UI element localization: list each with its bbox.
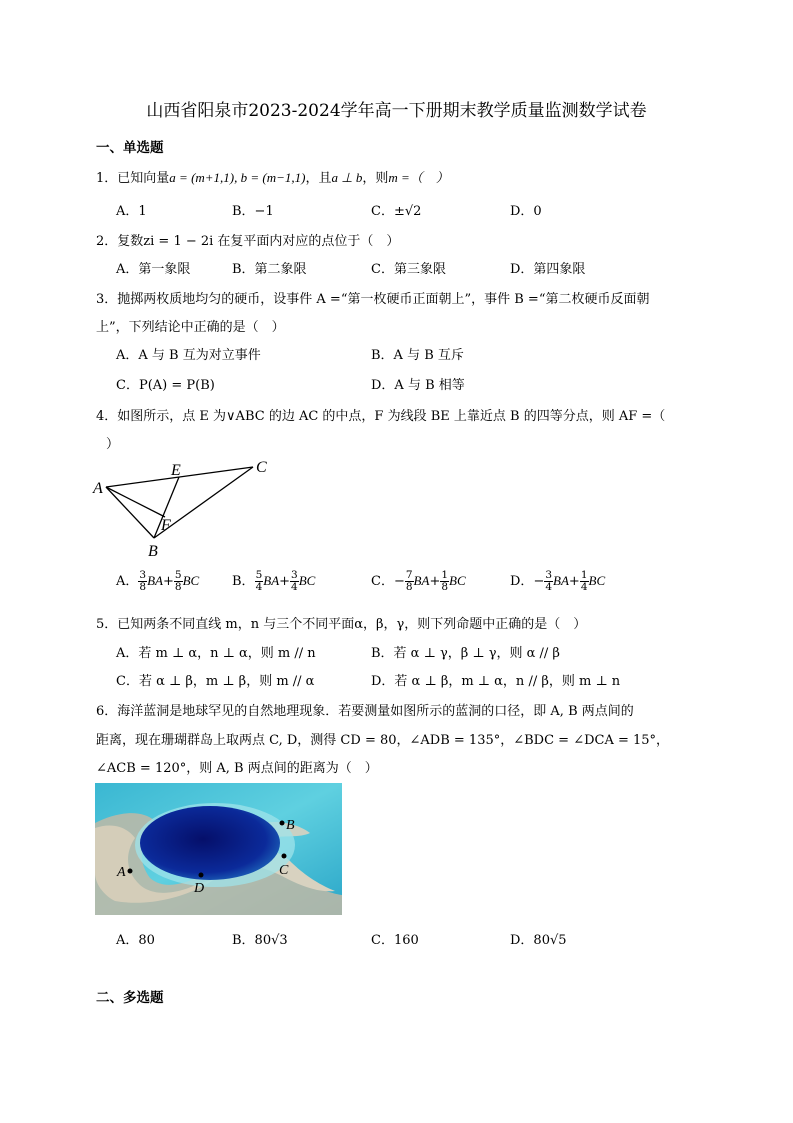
question-6-line-3: ∠ACB = 120°，则 A, B 两点间的距离为（ ）: [96, 761, 378, 776]
question-3-line-2: 上”，下列结论中正确的是（ ）: [96, 320, 285, 335]
page-title: 山西省阳泉市2023-2024学年高一下册期末教学质量监测数学试卷: [146, 101, 647, 121]
blue-hole-photo: [95, 783, 342, 915]
numerator: 3: [139, 569, 147, 581]
question-text: 复数zi = 1 − 2i 在复平面内对应的点位于（ ）: [117, 234, 400, 249]
question-4: [96, 405, 665, 424]
denominator: 4: [255, 581, 263, 593]
point-c: [282, 854, 287, 859]
section-heading-single: 一、单选题: [96, 140, 164, 156]
question-number: 3．: [96, 292, 118, 307]
option-d: D．第四象限: [510, 262, 586, 277]
question-5: [96, 613, 586, 632]
option-c: C．若 α ⊥ β，m ⊥ β，则 m // α: [116, 674, 315, 689]
option-a: [116, 570, 199, 593]
denominator: 8: [405, 581, 413, 593]
label-d: D: [194, 881, 205, 896]
label-e: E: [171, 462, 181, 479]
question-text: 已知向量: [117, 171, 170, 186]
point-d: [199, 873, 204, 878]
option-c: C．±√2: [371, 204, 422, 219]
option-b: B．A 与 B 互斥: [371, 348, 464, 363]
question-text: 海洋蓝洞是地球罕见的自然地理现象．若要测量如图所示的蓝洞的口径，即 A, B 两点间的: [117, 704, 634, 719]
numerator: 5: [174, 569, 182, 581]
option-b: B．80√3: [232, 933, 288, 948]
question-4-line-2: ）: [106, 437, 120, 452]
question-number: 2．: [96, 234, 118, 249]
vector-term: BA: [147, 573, 163, 588]
label-a: A: [117, 865, 126, 880]
question-number: 5．: [96, 617, 118, 632]
option-a: A．若 m ⊥ α，n ⊥ α，则 m // n: [116, 646, 316, 661]
point-b: [280, 821, 285, 826]
option-d: [510, 570, 605, 593]
fraction: [544, 570, 553, 593]
minus-sign: −: [533, 574, 545, 589]
question-text: ，且: [305, 171, 332, 186]
option-d: D．A 与 B 相等: [371, 378, 465, 393]
option-a: A．1: [116, 204, 147, 219]
option-c: C．P(A) = P(B): [116, 378, 215, 393]
option-d: D．80√5: [510, 933, 567, 948]
minus-sign: −: [393, 574, 405, 589]
label-c: C: [279, 863, 289, 878]
label-b: B: [148, 543, 158, 560]
option-d: D．0: [510, 204, 542, 219]
question-number: 1．: [96, 171, 118, 186]
question-text: 如图所示，点 E 为∨ABC 的边 AC 的中点，F 为线段 BE 上靠近点 B 的四等分点，则 AF =（: [117, 409, 666, 424]
numerator: 3: [291, 569, 298, 581]
option-c: [371, 570, 466, 593]
option-a: A．A 与 B 互为对立事件: [116, 348, 261, 363]
option-label: D．: [510, 574, 534, 589]
edge-ab: [106, 487, 154, 538]
vector-term: BC: [449, 573, 466, 588]
option-label: A．: [116, 574, 139, 589]
fraction: [405, 570, 414, 593]
plus-sign: +: [568, 574, 580, 589]
denominator: 4: [545, 581, 553, 593]
denominator: 8: [139, 581, 147, 593]
point-a: [128, 869, 133, 874]
blue-hole: [140, 806, 280, 880]
option-b: [232, 570, 315, 593]
question-text: 抛掷两枚质地均匀的硬币，设事件 A =“第一枚硬币正面朝上”，事件 B =“第二枚硬币反面朝: [117, 292, 650, 307]
section-heading-multi: 二、多选题: [96, 990, 164, 1006]
vector-expression: a = (m+1,1), b = (m−1,1): [169, 170, 306, 185]
fraction: [174, 570, 183, 593]
fraction: [580, 570, 589, 593]
fraction: [138, 570, 147, 593]
question-text: 已知两条不同直线 m，n 与三个不同平面α，β，γ，则下列命题中正确的是（ ）: [117, 617, 587, 632]
label-c: C: [256, 459, 267, 476]
triangle-figure: [90, 455, 280, 560]
vector-term: BC: [588, 573, 606, 588]
label-b: B: [286, 818, 295, 833]
option-label: B．: [232, 574, 255, 589]
label-f: F: [161, 517, 171, 534]
question-6: [96, 700, 634, 719]
vector-term: BA: [553, 573, 569, 588]
plus-sign: +: [279, 574, 291, 589]
question-6-line-2: 距离，现在珊瑚群岛上取两点 C, D，测得 CD = 80，∠ADB = 135°，∠BDC = ∠DCA = 15°，: [96, 733, 670, 748]
vector-term: BC: [182, 573, 200, 588]
option-d: D．若 α ⊥ β，m ⊥ α，n // β，则 m ⊥ n: [371, 674, 621, 689]
numerator: 1: [441, 569, 449, 581]
vector-term: BA: [413, 573, 430, 588]
option-b: B．若 α ⊥ γ，β ⊥ γ，则 α // β: [371, 646, 560, 661]
question-1: [96, 167, 449, 186]
question-number: 6．: [96, 704, 118, 719]
question-ask: m =（ ）: [388, 170, 449, 185]
fraction: [255, 570, 264, 593]
numerator: 3: [545, 569, 553, 581]
numerator: 5: [255, 569, 263, 581]
numerator: 1: [580, 569, 588, 581]
plus-sign: +: [162, 574, 174, 589]
fraction: [440, 570, 449, 593]
question-text: ，则: [362, 171, 389, 186]
denominator: 4: [291, 581, 298, 593]
label-a: A: [93, 480, 103, 497]
vector-term: BA: [263, 573, 280, 588]
vector-term: BC: [298, 573, 316, 588]
question-2: [96, 230, 399, 249]
plus-sign: +: [429, 574, 441, 589]
denominator: 8: [174, 581, 182, 593]
condition-expression: a ⊥ b: [331, 170, 363, 185]
option-b: B．−1: [232, 204, 274, 219]
option-a: A．80: [116, 933, 155, 948]
question-number: 4．: [96, 409, 118, 424]
denominator: 8: [441, 581, 449, 593]
option-a: A．第一象限: [116, 262, 191, 277]
option-b: B．第二象限: [232, 262, 307, 277]
numerator: 7: [405, 569, 413, 581]
question-3: [96, 288, 649, 307]
fraction: [290, 570, 299, 593]
segment-af: [106, 487, 165, 517]
option-label: C．: [371, 574, 394, 589]
option-c: C．第三象限: [371, 262, 446, 277]
denominator: 4: [580, 581, 588, 593]
option-c: C．160: [371, 933, 419, 948]
